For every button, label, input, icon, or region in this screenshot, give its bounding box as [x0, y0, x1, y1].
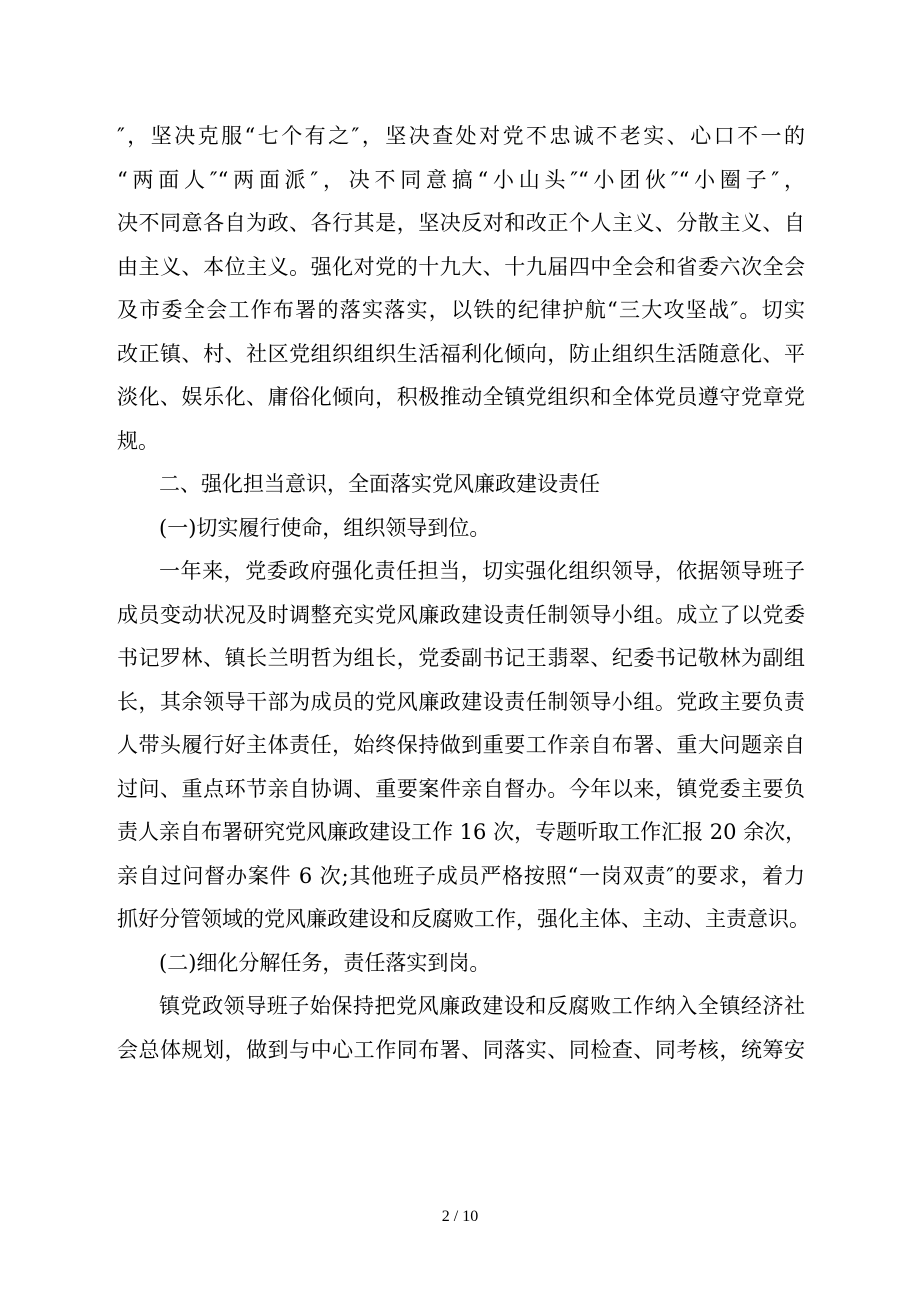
paragraph-continuation	[117, 115, 805, 463]
subheading-line: (一)切实履行使命，组织领导到位。	[159, 515, 491, 540]
text-line: 书记罗林、镇长兰明哲为组长，党委副书记王翡翠、纪委书记敬林为副组	[117, 646, 805, 670]
text-line: 决不同意各自为政、各行其是，坚决反对和改正个人主义、分散主义、自	[117, 211, 805, 235]
subheading-line: (二)细化分解任务，责任落实到岗。	[159, 950, 491, 975]
subsection-heading	[117, 507, 805, 551]
text-line: 长，其余领导干部为成员的党风廉政建设责任制领导小组。党政主要负责	[117, 689, 805, 714]
paragraph-body	[117, 985, 805, 1072]
text-line: 亲自过问督办案件 6 次;其他班子成员严格按照“一岗双责″的要求，着力	[117, 863, 805, 888]
heading-line: 二、强化担当意识，全面落实党风廉政建设责任	[159, 472, 600, 496]
text-line: “两面人″“两面派″，决不同意搞“小山头″“小团伙″“小圈子″，	[117, 167, 805, 192]
text-line: 成员变动状况及时调整充实党风廉政建设责任制领导小组。成立了以党委	[117, 602, 805, 627]
text-line: 淡化、娱乐化、庸俗化倾向，积极推动全镇党组织和全体党员遵守党章党	[117, 385, 805, 409]
text-line: 会总体规划，做到与中心工作同布署、同落实、同检查、同考核，统筹安	[117, 1037, 805, 1062]
text-line: 改正镇、村、社区党组织组织生活福利化倾向，防止组织生活随意化、平	[117, 341, 805, 366]
document-page	[117, 115, 810, 1072]
text-line: 责人亲自布署研究党风廉政建设工作 16 次，专题听取工作汇报 20 余次，	[117, 820, 807, 844]
text-line: ″，坚决克服“七个有之″，坚决查处对党不忠诚不老实、心口不一的	[117, 124, 805, 148]
text-line: 由主义、本位主义。强化对党的十九大、十九届四中全会和省委六次全会	[117, 254, 805, 279]
text-line: 一年来，党委政府强化责任担当，切实强化组织领导，依据领导班子	[159, 559, 805, 583]
paragraph-body	[117, 550, 810, 942]
text-line: 人带头履行好主体责任，始终保持做到重要工作亲自布署、重大问题亲自	[117, 733, 805, 757]
subsection-heading	[117, 942, 805, 986]
text-line: 过问、重点环节亲自协调、重要案件亲自督办。今年以来，镇党委主要负	[117, 776, 805, 801]
page-number: 2 / 10	[441, 1208, 479, 1225]
text-line: 镇党政领导班子始保持把党风廉政建设和反腐败工作纳入全镇经济社	[159, 994, 805, 1018]
text-line: 抓好分管领域的党风廉政建设和反腐败工作，强化主体、主动、主责意识。	[117, 907, 810, 931]
section-heading	[117, 463, 805, 507]
text-line: 及市委全会工作布署的落实落实，以铁的纪律护航“三大攻坚战″。切实	[117, 298, 805, 322]
text-line: 规。	[117, 428, 159, 453]
